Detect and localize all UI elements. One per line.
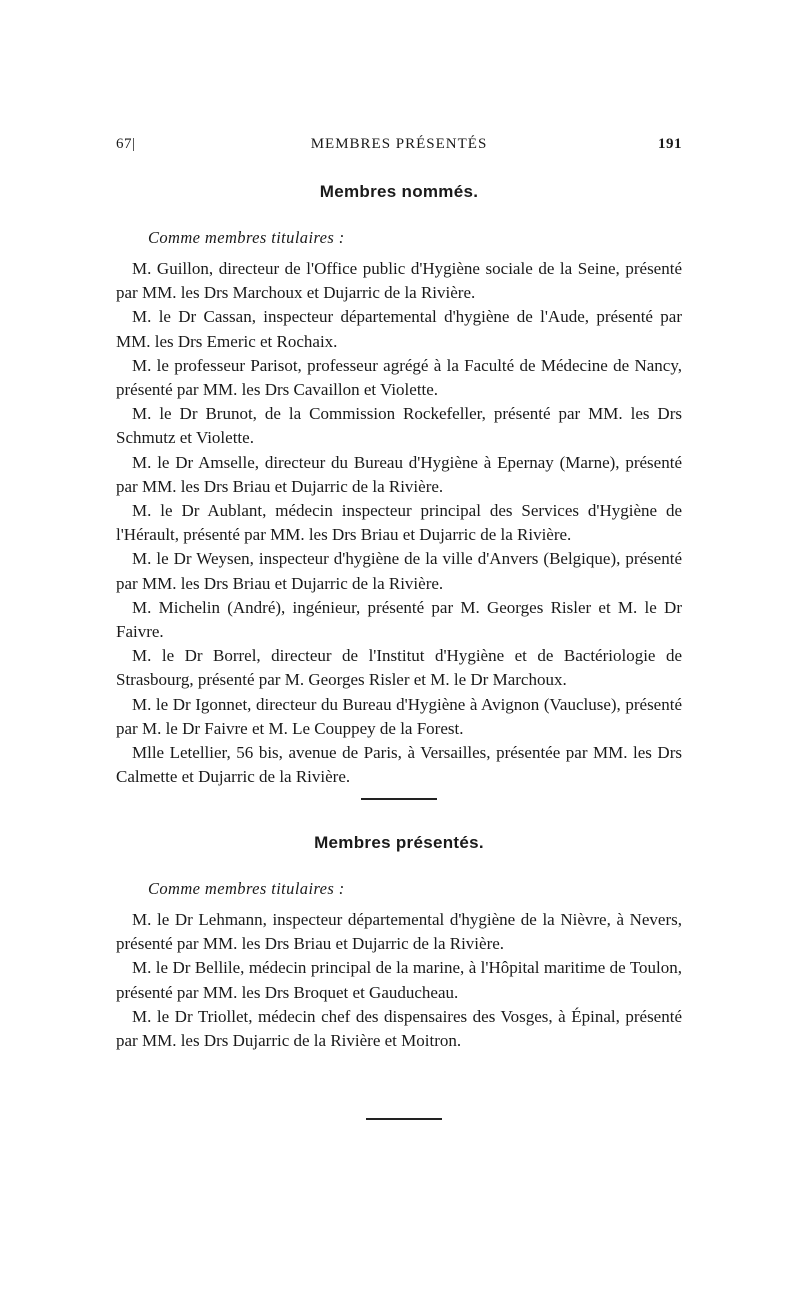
- member-entry: M. le Dr Weysen, inspecteur d'hygiène de la ville d'Anvers (Belgique), présenté par MM. les Drs Briau et Dujarric de la Rivière.: [116, 549, 682, 593]
- page-number: 191: [658, 136, 682, 152]
- member-entry: Mlle Letellier, 56 bis, avenue de Paris, à Versailles, présentée par MM. les Drs Calmette et Dujarric de la Rivière.: [116, 743, 682, 787]
- running-header: [116, 136, 682, 158]
- member-entry: M. Guillon, directeur de l'Office public d'Hygiène sociale de la Seine, présenté par MM. les Drs Marchoux et Dujarric de la Rivière.: [116, 259, 682, 303]
- members-named-list: [116, 257, 682, 789]
- member-entry: M. le Dr Bellile, médecin principal de la marine, à l'Hôpital maritime de Toulon, présenté par MM. les Drs Broquet et Gauducheau.: [116, 958, 682, 1002]
- member-entry: M. le professeur Parisot, professeur agrégé à la Faculté de Médecine de Nancy, présenté par MM. les Drs Cavaillon et Violette.: [116, 355, 682, 400]
- member-entry: M. le Dr Aublant, médecin inspecteur principal des Services d'Hygiène de l'Hérault, présenté par MM. les Drs Briau et Dujarric de la Rivière.: [116, 501, 682, 545]
- member-entry: M. le Dr Cassan, inspecteur départemental d'hygiène de l'Aude, présenté par MM. les Drs Emeric et Rochaix.: [116, 307, 682, 351]
- section-title-membres-nommes: Membres nommés.: [319, 182, 479, 201]
- member-entry: M. le Dr Igonnet, directeur du Bureau d'Hygiène à Avignon (Vaucluse), présenté par M. le Dr Faivre et M. Le Couppey de la Forest.: [116, 694, 682, 738]
- running-title: MEMBRES PRÉSENTÉS: [310, 136, 488, 152]
- member-entry: M. le Dr Brunot, de la Commission Rockefeller, présenté par MM. les Drs Schmutz et Violette.: [116, 404, 682, 448]
- section-title-membres-presentes: Membres présentés.: [314, 833, 484, 852]
- section-intro: Comme membres titulaires :: [148, 228, 345, 247]
- member-entry: M. le Dr Triollet, médecin chef des dispensaires des Vosges, à Épinal, présenté par MM. les Drs Dujarric de la Rivière et Moitron.: [116, 1006, 682, 1051]
- member-entry: M. le Dr Lehmann, inspecteur départemental d'hygiène de la Nièvre, à Nevers, présenté par MM. les Drs Briau et Dujarric de la Rivière.: [116, 910, 682, 954]
- section-divider: [361, 798, 437, 800]
- member-entry: M. le Dr Borrel, directeur de l'Institut d'Hygiène et de Bactériologie de Strasbourg, présenté par M. Georges Risler et M. le Dr Marchoux.: [116, 646, 682, 690]
- members-presented-list: [116, 908, 682, 1053]
- section-intro: Comme membres titulaires :: [148, 879, 345, 898]
- page-marker: 67|: [116, 136, 136, 152]
- member-entry: M. le Dr Amselle, directeur du Bureau d'Hygiène à Epernay (Marne), présenté par MM. les Drs Briau et Dujarric de la Rivière.: [116, 452, 682, 496]
- section-divider: [366, 1118, 442, 1120]
- member-entry: M. Michelin (André), ingénieur, présenté par M. Georges Risler et M. le Dr Faivre.: [116, 597, 682, 642]
